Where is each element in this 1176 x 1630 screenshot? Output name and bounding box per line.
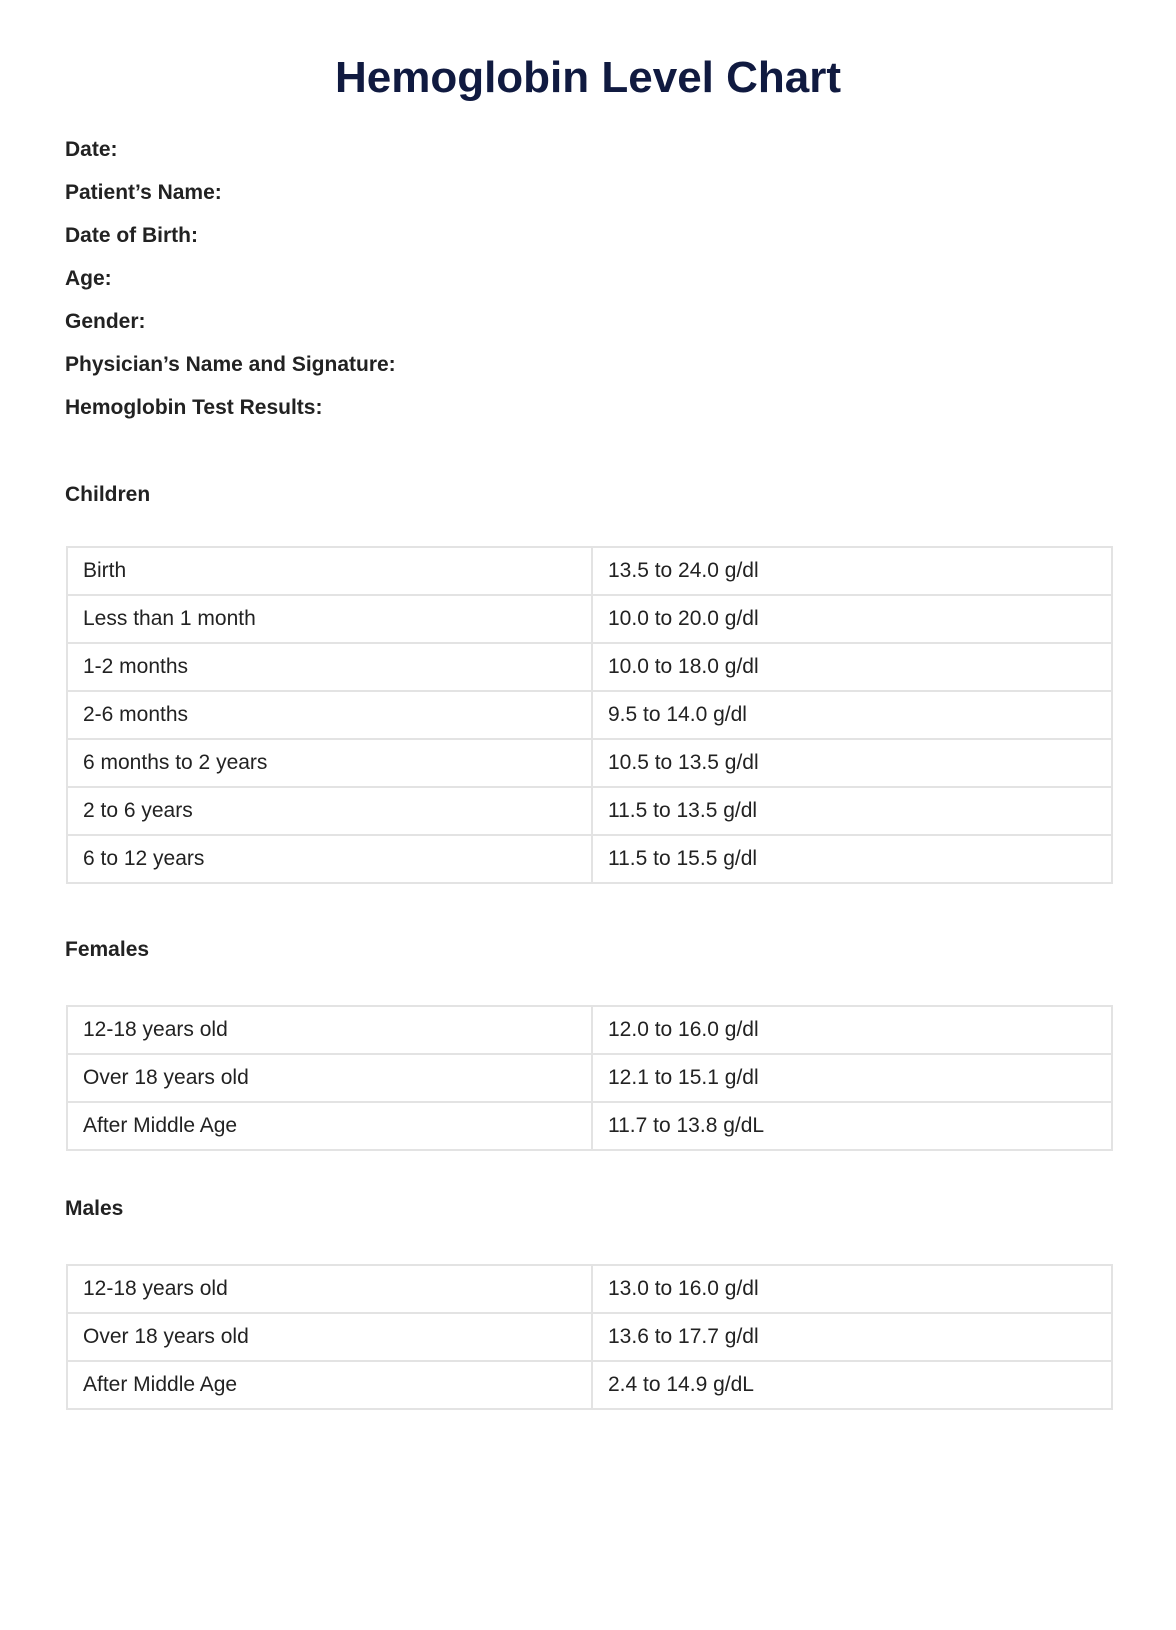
table-row (67, 691, 1112, 739)
table-row (67, 1361, 1112, 1409)
field-age: Age: (65, 267, 112, 290)
range-cell: 11.5 to 15.5 g/dl (592, 835, 1112, 883)
range-cell: 11.7 to 13.8 g/dL (592, 1102, 1112, 1150)
age-cell: 2-6 months (67, 691, 592, 739)
table-row (67, 1006, 1112, 1054)
table-row (67, 835, 1112, 883)
range-cell: 9.5 to 14.0 g/dl (592, 691, 1112, 739)
range-cell: 12.0 to 16.0 g/dl (592, 1006, 1112, 1054)
table-row (67, 1102, 1112, 1150)
table-row (67, 739, 1112, 787)
range-cell: 10.0 to 18.0 g/dl (592, 643, 1112, 691)
age-cell: After Middle Age (67, 1361, 592, 1409)
field-physician-signature: Physician’s Name and Signature: (65, 353, 396, 376)
age-cell: 1-2 months (67, 643, 592, 691)
age-cell: 12-18 years old (67, 1006, 592, 1054)
table-row (67, 595, 1112, 643)
range-cell: 12.1 to 15.1 g/dl (592, 1054, 1112, 1102)
females-table (66, 1005, 1113, 1151)
range-cell: 2.4 to 14.9 g/dL (592, 1361, 1112, 1409)
age-cell: After Middle Age (67, 1102, 592, 1150)
field-date-of-birth: Date of Birth: (65, 224, 198, 247)
age-cell: 6 months to 2 years (67, 739, 592, 787)
age-cell: Over 18 years old (67, 1054, 592, 1102)
children-table (66, 546, 1113, 884)
range-cell: 13.5 to 24.0 g/dl (592, 547, 1112, 595)
table-row (67, 787, 1112, 835)
field-gender: Gender: (65, 310, 146, 333)
field-test-results: Hemoglobin Test Results: (65, 396, 323, 419)
males-table (66, 1264, 1113, 1410)
age-cell: Over 18 years old (67, 1313, 592, 1361)
table-row (67, 1054, 1112, 1102)
age-cell: 6 to 12 years (67, 835, 592, 883)
range-cell: 13.6 to 17.7 g/dl (592, 1313, 1112, 1361)
age-cell: Less than 1 month (67, 595, 592, 643)
field-date: Date: (65, 138, 118, 161)
range-cell: 10.0 to 20.0 g/dl (592, 595, 1112, 643)
section-heading-females: Females (65, 938, 150, 961)
page-title: Hemoglobin Level Chart (334, 53, 842, 102)
section-heading-males: Males (65, 1197, 124, 1220)
age-cell: 12-18 years old (67, 1265, 592, 1313)
table-row (67, 547, 1112, 595)
patient-info-fields (65, 136, 396, 437)
field-patient-name: Patient’s Name: (65, 181, 222, 204)
table-row (67, 1313, 1112, 1361)
age-cell: Birth (67, 547, 592, 595)
table-row (67, 1265, 1112, 1313)
section-heading-children: Children (65, 483, 151, 506)
range-cell: 13.0 to 16.0 g/dl (592, 1265, 1112, 1313)
table-row (67, 643, 1112, 691)
range-cell: 10.5 to 13.5 g/dl (592, 739, 1112, 787)
range-cell: 11.5 to 13.5 g/dl (592, 787, 1112, 835)
age-cell: 2 to 6 years (67, 787, 592, 835)
